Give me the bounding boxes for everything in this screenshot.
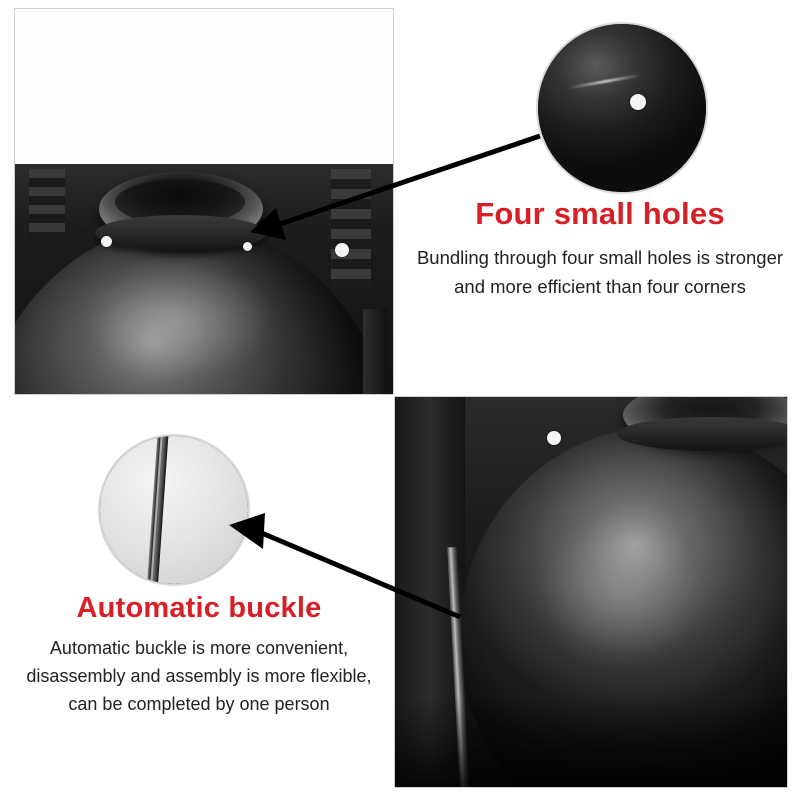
photo-top-left [14,8,394,395]
small-hole-zoomed [630,94,646,110]
dome-highlight-bottom [535,517,705,667]
photo-bottom-right [394,396,788,788]
callout-title-four-small-holes: Four small holes [475,196,725,231]
small-hole-left [101,236,112,247]
small-hole-center [243,242,252,251]
callout-title-automatic-buckle: Automatic buckle [76,592,322,624]
callout-four-small-holes [412,196,788,301]
panel-edge-right [363,309,387,395]
zoom-surface-holes [538,24,706,192]
dome-highlight-top [85,259,275,379]
ribbed-edge-right [331,169,371,289]
photo-background-top [15,9,393,169]
photo-bottom-shadow [395,697,787,787]
callout-automatic-buckle [10,592,388,719]
filler-cap-rim-top [95,215,267,251]
callout-description-automatic-buckle: Automatic buckle is more convenient, disassembly and assembly is more flexible, can be completed by one person [26,638,372,714]
small-hole-bottom-panel [547,431,561,445]
callout-description-four-small-holes: Bundling through four small holes is stronger and more efficient than four corners [416,247,784,297]
zoom-circle-buckle [98,434,250,586]
zoom-surface-buckle [100,436,248,584]
zoom-circle-small-hole [536,22,708,194]
small-hole-right [335,243,349,257]
ribbed-edge-left [29,169,65,241]
